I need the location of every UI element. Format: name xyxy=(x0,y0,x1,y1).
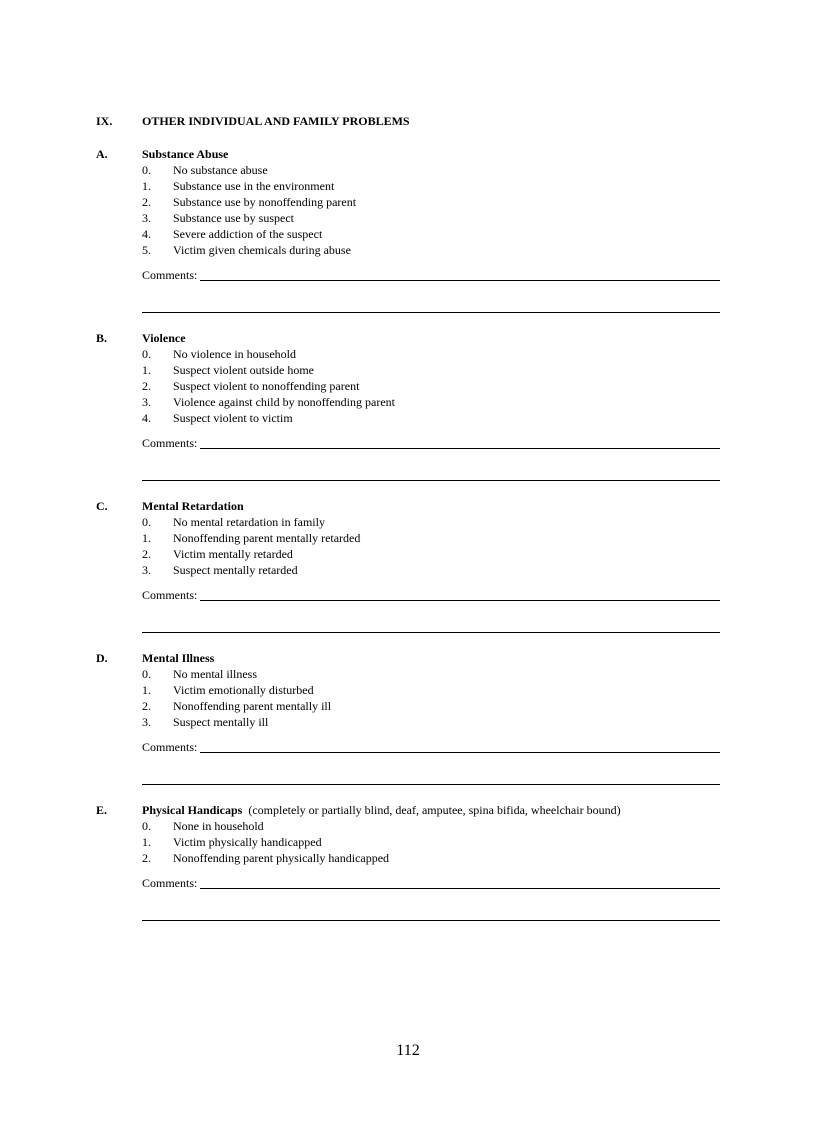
option-item xyxy=(142,850,720,866)
option-item xyxy=(142,178,720,194)
section-title-row xyxy=(142,146,720,162)
option-text: No violence in household xyxy=(173,347,296,361)
comments-line[interactable] xyxy=(200,280,720,281)
option-number: 1. xyxy=(142,531,151,545)
section-letter: E. xyxy=(96,803,108,817)
option-text: Severe addiction of the suspect xyxy=(173,227,323,241)
option-item xyxy=(142,362,720,378)
option-item xyxy=(142,834,720,850)
option-text: Substance use in the environment xyxy=(173,179,335,193)
comments-field[interactable] xyxy=(142,875,720,891)
option-item xyxy=(142,194,720,210)
option-item xyxy=(142,242,720,258)
option-item xyxy=(142,514,720,530)
comments-line[interactable] xyxy=(200,448,720,449)
option-text: None in household xyxy=(173,819,264,833)
option-text: Violence against child by nonoffending parent xyxy=(173,395,395,409)
option-number: 1. xyxy=(142,179,151,193)
option-number: 0. xyxy=(142,163,151,177)
option-number: 2. xyxy=(142,379,151,393)
comments-line[interactable] xyxy=(142,480,720,481)
option-text: No mental retardation in family xyxy=(173,515,325,529)
option-item xyxy=(142,682,720,698)
comments-line[interactable] xyxy=(142,784,720,785)
comments-field[interactable] xyxy=(142,739,720,755)
section-description: (completely or partially blind, deaf, amputee, spina bifida, wheelchair bound) xyxy=(248,803,621,817)
section-letter: B. xyxy=(96,331,108,345)
option-text: Victim given chemicals during abuse xyxy=(173,243,351,257)
option-text: Nonoffending parent mentally ill xyxy=(173,699,332,713)
option-text: Suspect violent outside home xyxy=(173,363,314,377)
section-letter: C. xyxy=(96,499,108,513)
comments-field[interactable] xyxy=(142,435,720,451)
option-number: 5. xyxy=(142,243,151,257)
section-title: Mental Retardation xyxy=(142,499,244,513)
option-item xyxy=(142,698,720,714)
option-number: 1. xyxy=(142,835,151,849)
comments-line[interactable] xyxy=(200,888,720,889)
option-number: 2. xyxy=(142,699,151,713)
section-body xyxy=(142,650,720,755)
option-number: 3. xyxy=(142,563,151,577)
heading-title: OTHER INDIVIDUAL AND FAMILY PROBLEMS xyxy=(142,114,410,128)
option-number: 0. xyxy=(142,347,151,361)
option-number: 0. xyxy=(142,515,151,529)
section-title-row xyxy=(142,650,720,666)
option-item xyxy=(142,210,720,226)
comments-label: Comments: xyxy=(142,876,198,890)
comments-line[interactable] xyxy=(200,600,720,601)
option-item xyxy=(142,530,720,546)
comments-line[interactable] xyxy=(142,920,720,921)
option-text: Suspect violent to victim xyxy=(173,411,293,425)
comments-label: Comments: xyxy=(142,740,198,754)
option-item xyxy=(142,562,720,578)
option-item xyxy=(142,346,720,362)
option-text: Nonoffending parent physically handicapped xyxy=(173,851,390,865)
comments-line[interactable] xyxy=(200,752,720,753)
comments-label: Comments: xyxy=(142,436,198,450)
option-item xyxy=(142,162,720,178)
comments-label: Comments: xyxy=(142,588,198,602)
option-item xyxy=(142,818,720,834)
option-text: Victim mentally retarded xyxy=(173,547,293,561)
section-body xyxy=(142,330,720,451)
option-text: Victim physically handicapped xyxy=(173,835,322,849)
option-item xyxy=(142,410,720,426)
option-number: 1. xyxy=(142,363,151,377)
comments-field[interactable] xyxy=(142,267,720,283)
option-text: Substance use by nonoffending parent xyxy=(173,195,357,209)
option-item xyxy=(142,226,720,242)
section-letter: D. xyxy=(96,651,108,665)
option-item xyxy=(142,394,720,410)
comments-line[interactable] xyxy=(142,312,720,313)
section-title: Physical Handicaps xyxy=(142,803,243,817)
section-body xyxy=(142,498,720,603)
option-text: Nonoffending parent mentally retarded xyxy=(173,531,361,545)
option-text: Suspect mentally ill xyxy=(173,715,269,729)
comments-line[interactable] xyxy=(142,632,720,633)
section-title: Violence xyxy=(142,331,186,345)
option-number: 2. xyxy=(142,547,151,561)
comments-field[interactable] xyxy=(142,587,720,603)
option-text: Substance use by suspect xyxy=(173,211,294,225)
section-title: Mental Illness xyxy=(142,651,215,665)
heading-number: IX. xyxy=(96,114,113,128)
option-item xyxy=(142,714,720,730)
option-text: Suspect violent to nonoffending parent xyxy=(173,379,360,393)
option-number: 3. xyxy=(142,211,151,225)
section-letter: A. xyxy=(96,147,108,161)
option-text: No substance abuse xyxy=(173,163,268,177)
option-text: Victim emotionally disturbed xyxy=(173,683,314,697)
option-number: 3. xyxy=(142,715,151,729)
option-text: No mental illness xyxy=(173,667,257,681)
option-number: 4. xyxy=(142,227,151,241)
option-number: 2. xyxy=(142,195,151,209)
option-number: 0. xyxy=(142,819,151,833)
option-number: 2. xyxy=(142,851,151,865)
section-title-row xyxy=(142,802,720,818)
option-item xyxy=(142,666,720,682)
section-body xyxy=(142,802,720,891)
section-title-row xyxy=(142,498,720,514)
option-number: 4. xyxy=(142,411,151,425)
option-item xyxy=(142,378,720,394)
section-body xyxy=(142,146,720,283)
page-number: 112 xyxy=(396,1042,420,1059)
option-text: Suspect mentally retarded xyxy=(173,563,298,577)
section-title-row xyxy=(142,330,720,346)
section-title: Substance Abuse xyxy=(142,147,229,161)
option-number: 1. xyxy=(142,683,151,697)
option-number: 0. xyxy=(142,667,151,681)
option-number: 3. xyxy=(142,395,151,409)
comments-label: Comments: xyxy=(142,268,198,282)
option-item xyxy=(142,546,720,562)
